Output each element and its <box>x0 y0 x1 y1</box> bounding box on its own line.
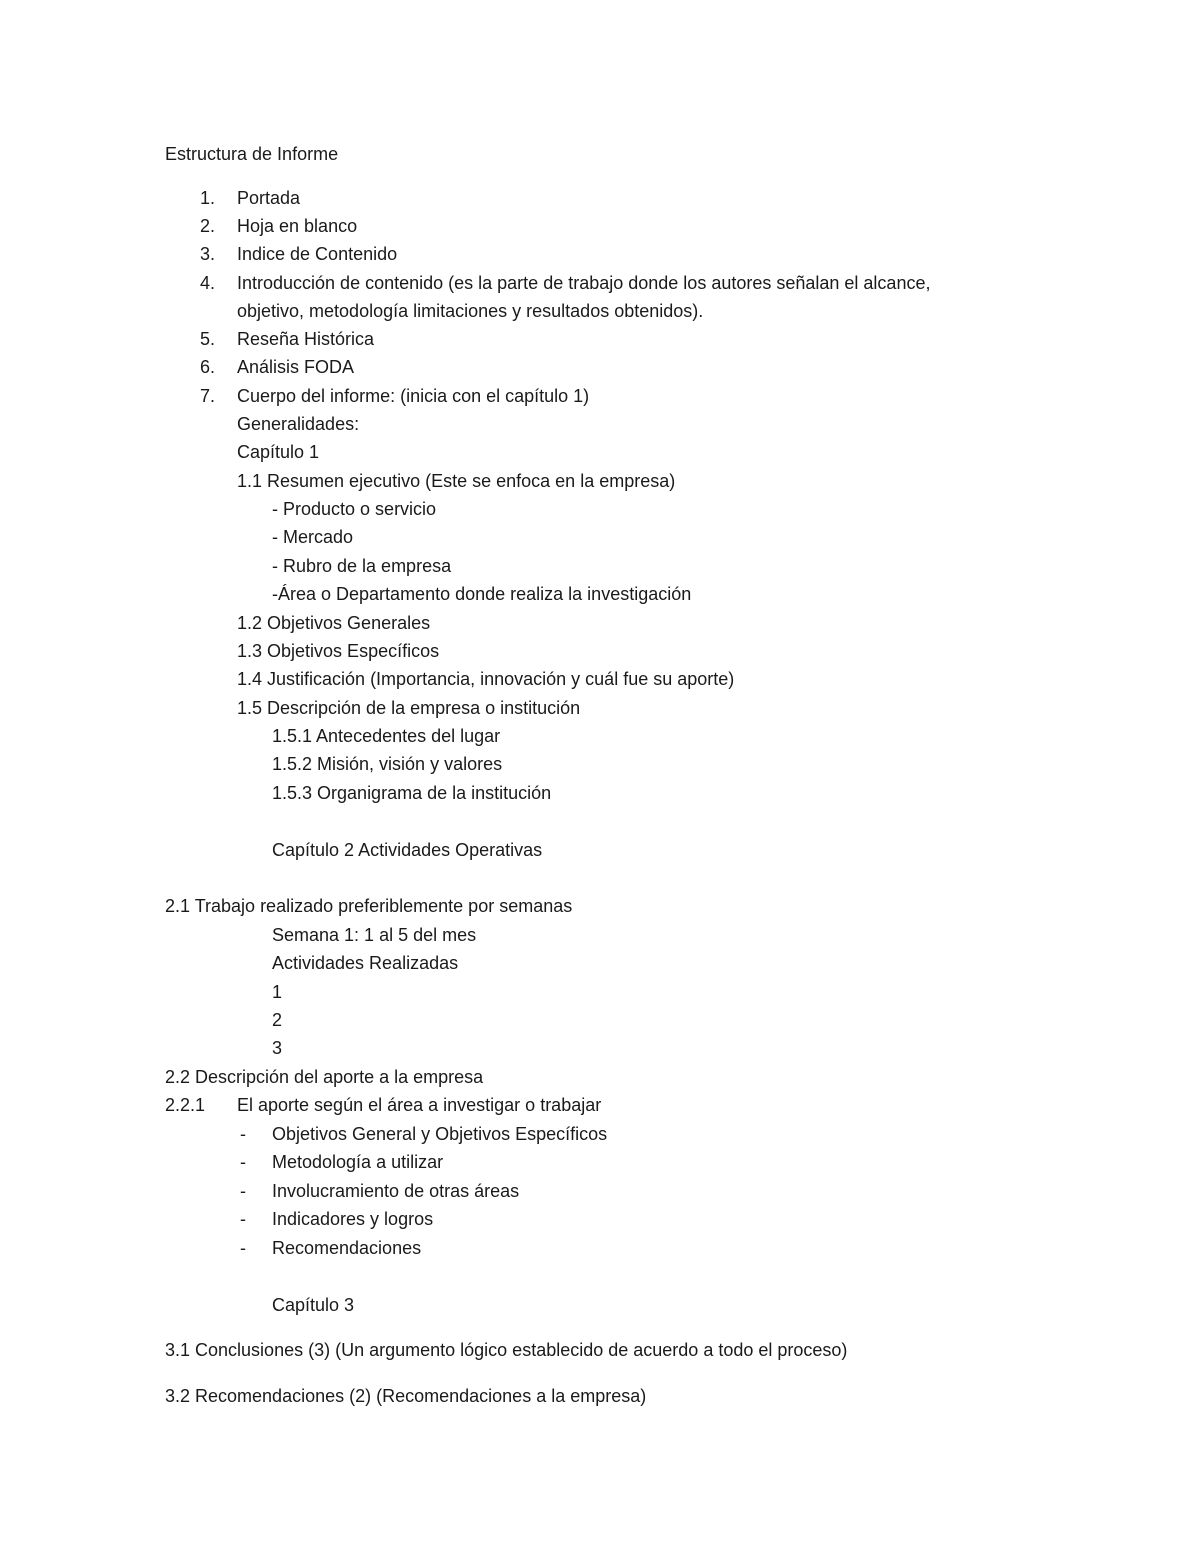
chapter-3-title: Capítulo 3 <box>272 1295 355 1315</box>
section-1-1-item: - Rubro de la empresa <box>272 556 452 576</box>
section-2-2: 2.2 Descripción del aporte a la empresa <box>165 1067 484 1087</box>
generalidades-label: Generalidades: <box>237 414 360 434</box>
section-1-1-item: - Producto o servicio <box>272 499 437 519</box>
week-label: Semana 1: 1 al 5 del mes <box>272 925 477 945</box>
toc-item: Análisis FODA <box>237 357 355 377</box>
bullet-dash: - <box>240 1238 246 1258</box>
toc-number: 5. <box>200 329 216 349</box>
toc-item: Cuerpo del informe: (inicia con el capítulo 1) <box>237 386 590 406</box>
bullet-dash: - <box>240 1181 246 1201</box>
section-1-5: 1.5 Descripción de la empresa o institución <box>237 698 581 718</box>
section-3-2: 3.2 Recomendaciones (2) (Recomendaciones a la empresa) <box>165 1386 647 1406</box>
section-1-5-item: 1.5.3 Organigrama de la institución <box>272 783 552 803</box>
bullet-item: Involucramiento de otras áreas <box>272 1181 520 1201</box>
toc-number: 3. <box>200 244 216 264</box>
section-1-2: 1.2 Objetivos Generales <box>237 613 431 633</box>
section-2-2-1: El aporte según el área a investigar o trabajar <box>237 1095 602 1115</box>
document-title: Estructura de Informe <box>165 144 339 164</box>
toc-number: 2. <box>200 216 216 236</box>
toc-item: Indice de Contenido <box>237 244 398 264</box>
section-2-2-1-number: 2.2.1 <box>165 1095 206 1115</box>
section-1-3: 1.3 Objetivos Específicos <box>237 641 440 661</box>
section-1-1-item: -Área o Departamento donde realiza la investigación <box>272 584 692 604</box>
chapter-1-title: Capítulo 1 <box>237 442 320 462</box>
toc-number: 1. <box>200 188 216 208</box>
section-1-5-item: 1.5.2 Misión, visión y valores <box>272 754 503 774</box>
section-3-1: 3.1 Conclusiones (3) (Un argumento lógico establecido de acuerdo a todo el proceso) <box>165 1340 848 1360</box>
section-2-1: 2.1 Trabajo realizado preferiblemente por semanas <box>165 896 573 916</box>
activity-number: 3 <box>272 1038 283 1058</box>
section-1-1: 1.1 Resumen ejecutivo (Este se enfoca en la empresa) <box>237 471 676 491</box>
bullet-dash: - <box>240 1124 246 1144</box>
activity-number: 2 <box>272 1010 283 1030</box>
section-1-5-item: 1.5.1 Antecedentes del lugar <box>272 726 501 746</box>
toc-item: Introducción de contenido (es la parte de trabajo donde los autores señalan el alcance, <box>237 273 931 293</box>
activities-label: Actividades Realizadas <box>272 953 459 973</box>
section-1-4: 1.4 Justificación (Importancia, innovación y cuál fue su aporte) <box>237 669 735 689</box>
toc-number: 6. <box>200 357 216 377</box>
bullet-item: Indicadores y logros <box>272 1209 434 1229</box>
bullet-item: Objetivos General y Objetivos Específicos <box>272 1124 608 1144</box>
bullet-item: Metodología a utilizar <box>272 1152 444 1172</box>
bullet-dash: - <box>240 1152 246 1172</box>
activity-number: 1 <box>272 982 283 1002</box>
toc-item: Portada <box>237 188 301 208</box>
section-1-1-item: - Mercado <box>272 527 354 547</box>
bullet-item: Recomendaciones <box>272 1238 422 1258</box>
toc-number: 7. <box>200 386 216 406</box>
toc-item: Reseña Histórica <box>237 329 375 349</box>
bullet-dash: - <box>240 1209 246 1229</box>
toc-number: 4. <box>200 273 216 293</box>
toc-item-continuation: objetivo, metodología limitaciones y resultados obtenidos). <box>237 301 704 321</box>
chapter-2-title: Capítulo 2 Actividades Operativas <box>272 840 543 860</box>
toc-item: Hoja en blanco <box>237 216 358 236</box>
